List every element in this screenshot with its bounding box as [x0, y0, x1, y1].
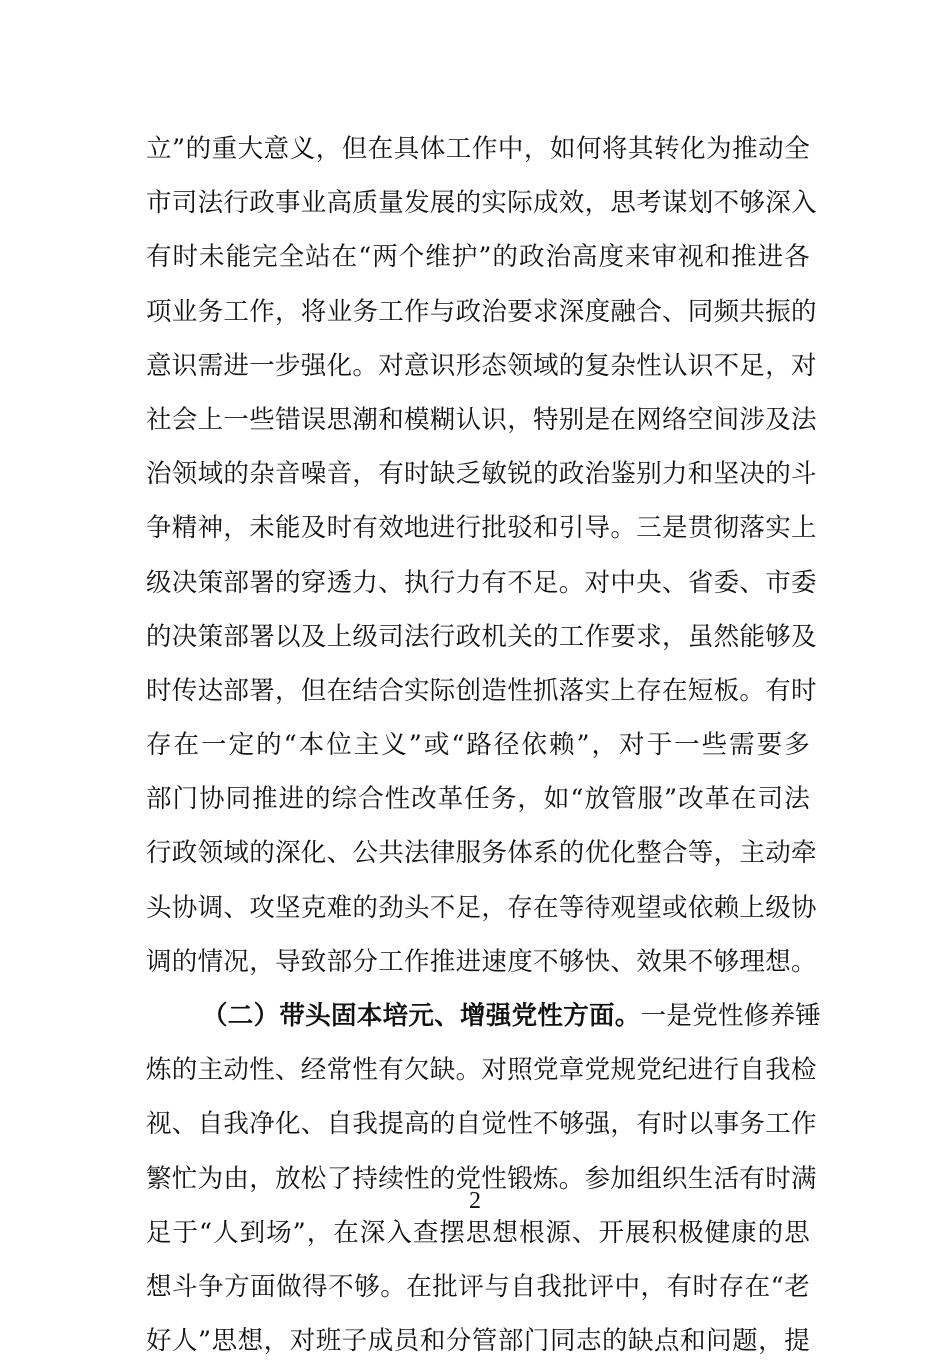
text-line: 炼的主动性、经常性有欠缺。对照党章党规党纪进行自我检 — [146, 1055, 817, 1086]
text-line: 头协调、攻坚克难的劲头不足，存在等待观望或依赖上级协 — [146, 892, 817, 923]
paragraph-2 — [146, 993, 822, 1372]
text-line: 存在一定的“本位主义”或“路径依赖”，对于一些需要多 — [146, 730, 810, 761]
body-text — [146, 126, 822, 1372]
paragraph-1 — [146, 126, 817, 993]
text-line: 有时未能完全站在“两个维护”的政治高度来审视和推进各 — [146, 242, 810, 273]
text-line: 的决策部署以及上级司法行政机关的工作要求，虽然能够及 — [146, 621, 817, 652]
text-line: 级决策部署的穿透力、执行力有不足。对中央、省委、市委 — [146, 567, 817, 598]
text-line: 争精神，未能及时有效地进行批驳和引导。三是贯彻落实上 — [146, 513, 817, 544]
text-line: 足于“人到场”，在深入查摆思想根源、开展积极健康的思 — [146, 1217, 810, 1248]
paragraph-2-first-line — [146, 993, 822, 1047]
text-line: 部门协同推进的综合性改革任务，如“放管服”改革在司法 — [146, 784, 810, 815]
text-line: 想斗争方面做得不够。在批评与自我批评中，有时存在“老 — [146, 1271, 810, 1302]
text-line: 行政领域的深化、公共法律服务体系的优化整合等，主动牵 — [146, 838, 817, 869]
text-line: 视、自我净化、自我提高的自觉性不够强，有时以事务工作 — [146, 1109, 817, 1140]
text-line: 项业务工作，将业务工作与政治要求深度融合、同频共振的 — [146, 296, 817, 327]
page-number: 2 — [469, 1188, 481, 1214]
text-line: 意识需进一步强化。对意识形态领域的复杂性认识不足，对 — [146, 350, 817, 381]
text-line: 社会上一些错误思潮和模糊认识，特别是在网络空间涉及法 — [146, 404, 817, 435]
text-line: 立”的重大意义，但在具体工作中，如何将其转化为推动全 — [146, 134, 810, 164]
text-span: 一是党性修养锤 — [640, 1001, 822, 1031]
text-line: 繁忙为由，放松了持续性的党性锻炼。参加组织生活有时满 — [146, 1163, 817, 1194]
text-line: 时传达部署，但在结合实际创造性抓落实上存在短板。有时 — [146, 675, 817, 706]
section-heading: （二）带头固本培元、增强党性方面。 — [202, 1001, 641, 1031]
text-line: 市司法行政事业高质量发展的实际成效，思考谋划不够深入 — [146, 188, 817, 219]
text-line: 治领域的杂音噪音，有时缺乏敏锐的政治鉴别力和坚决的斗 — [146, 459, 817, 490]
text-line: 调的情况，导致部分工作推进速度不够快、效果不够理想。 — [146, 946, 817, 977]
text-line: 好人”思想，对班子成员和分管部门同志的缺点和问题，提 — [146, 1326, 810, 1357]
